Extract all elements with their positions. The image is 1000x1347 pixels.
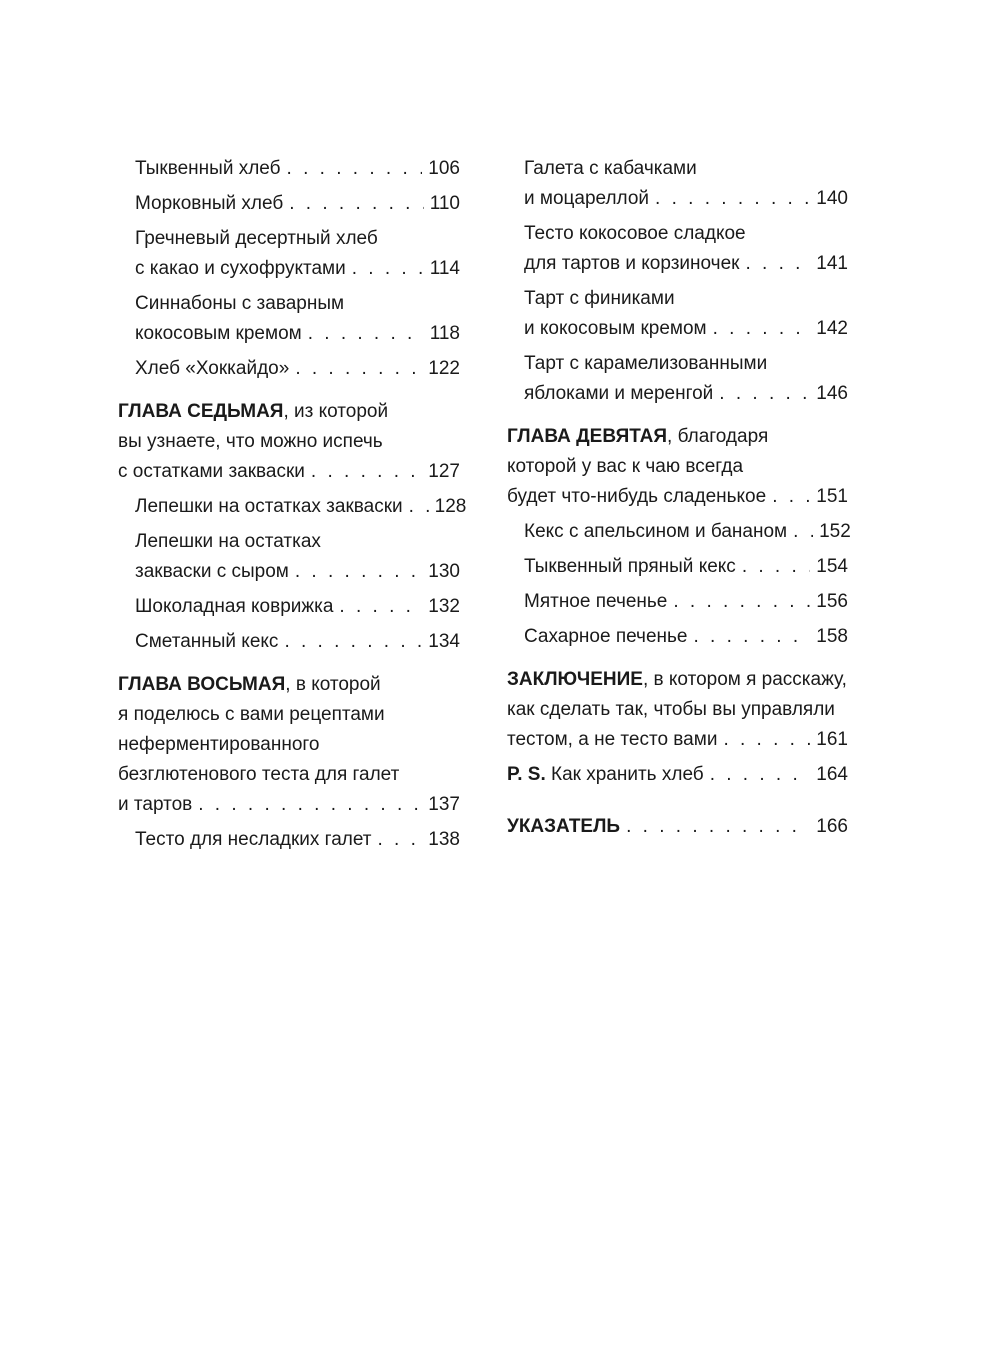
entry-title-text: и кокосовым кремом xyxy=(524,318,707,339)
toc-entry-sub[interactable] xyxy=(507,284,848,344)
toc-entry-single[interactable] xyxy=(507,760,848,790)
dot-leader xyxy=(409,492,429,522)
entry-last-line xyxy=(507,812,848,842)
dot-leader xyxy=(626,812,810,842)
entry-title-text: для тартов и корзиночек xyxy=(524,253,740,274)
entry-last-line xyxy=(135,492,467,522)
entry-text-line: безглютенового теста для галет xyxy=(118,764,400,785)
entry-last-line xyxy=(135,319,460,349)
entry-title-text: с остатками закваски xyxy=(118,461,305,482)
entry-last-line xyxy=(507,725,848,755)
page-number: 151 xyxy=(816,486,848,507)
entry-last-line xyxy=(135,557,460,587)
chapter-title-rest: , благодаря xyxy=(667,426,769,447)
entry-text-line: Галета с кабачками xyxy=(524,158,697,179)
entry-last-line xyxy=(507,760,848,790)
toc-entry-sub[interactable] xyxy=(118,492,467,522)
dot-leader xyxy=(723,725,810,755)
page-number: 122 xyxy=(428,358,460,379)
entry-title-text: Мятное печенье xyxy=(524,591,668,612)
page-number: 127 xyxy=(428,461,460,482)
toc-entry-chapter[interactable] xyxy=(507,665,848,755)
entry-last-line xyxy=(135,189,460,219)
page-number: 161 xyxy=(816,729,848,750)
section-title: P. S. xyxy=(507,764,546,785)
toc-entry-sub[interactable] xyxy=(507,587,848,617)
toc-entry-sub[interactable] xyxy=(118,527,460,587)
toc-entry-sub[interactable] xyxy=(507,349,848,409)
entry-title-text: Морковный хлеб xyxy=(135,193,284,214)
page-number: 140 xyxy=(816,188,848,209)
dot-leader xyxy=(793,517,813,547)
page-number: 154 xyxy=(816,556,848,577)
page-number: 118 xyxy=(429,323,460,344)
toc-entry-chapter[interactable] xyxy=(507,422,848,512)
entry-last-line xyxy=(135,354,460,384)
entry-title-text: и тартов xyxy=(118,794,193,815)
entry-last-line xyxy=(524,517,851,547)
entry-title-text: будет что-нибудь сладенькое xyxy=(507,486,767,507)
entry-title-text: яблоками и меренгой xyxy=(524,383,714,404)
page-number: 166 xyxy=(816,816,848,837)
entry-title-text: Тыквенный пряный кекс xyxy=(524,556,736,577)
toc-entry-sub[interactable] xyxy=(507,622,848,652)
toc-right-column xyxy=(507,154,851,864)
page-number: 146 xyxy=(816,383,848,404)
entry-title-text: с какао и сухофруктами xyxy=(135,258,346,279)
entry-last-line xyxy=(524,184,848,214)
toc-entry-chapter[interactable] xyxy=(118,397,460,487)
chapter-title: ГЛАВА ВОСЬМАЯ xyxy=(118,674,286,695)
entry-title-text: Тесто для несладких галет xyxy=(135,829,372,850)
toc-entry-sub[interactable] xyxy=(118,289,460,349)
chapter-heading-line xyxy=(118,397,460,427)
dot-leader xyxy=(352,254,424,284)
entry-last-line xyxy=(524,379,848,409)
entry-last-line xyxy=(524,249,848,279)
entry-last-line xyxy=(524,314,848,344)
page-number: 130 xyxy=(428,561,460,582)
dot-leader xyxy=(284,627,422,657)
toc-entry-sub[interactable] xyxy=(118,627,460,657)
page-number: 164 xyxy=(816,764,848,785)
dot-leader xyxy=(745,249,810,279)
entry-text-line: неферментированного xyxy=(118,734,320,755)
chapter-title-rest: , в котором я расскажу, xyxy=(642,669,847,690)
page-number: 156 xyxy=(816,591,848,612)
chapter-title: ГЛАВА ДЕВЯТАЯ xyxy=(507,426,668,447)
chapter-title-rest: , в которой xyxy=(285,674,381,695)
page-number: 138 xyxy=(428,829,460,850)
entry-text-line: как сделать так, чтобы вы управляли xyxy=(507,699,835,720)
entry-last-line xyxy=(118,790,460,820)
dot-leader xyxy=(308,319,424,349)
entry-title-text: Сахарное печенье xyxy=(524,626,688,647)
dot-leader xyxy=(713,314,811,344)
dot-leader xyxy=(287,154,423,184)
toc-entry-single[interactable] xyxy=(507,812,848,842)
entry-title-text: Лепешки на остатках закваски xyxy=(135,496,403,517)
chapter-heading-line xyxy=(507,665,848,695)
dot-leader xyxy=(772,482,810,512)
dot-leader xyxy=(339,592,422,622)
dot-leader xyxy=(655,184,810,214)
dot-leader xyxy=(311,457,422,487)
entry-text-line: Лепешки на остатках xyxy=(135,531,321,552)
entry-text-line: я поделюсь с вами рецептами xyxy=(118,704,385,725)
page-number: 128 xyxy=(434,496,467,517)
entry-text-line: Тарт с финиками xyxy=(524,288,675,309)
chapter-title-rest: , из которой xyxy=(283,401,389,422)
entry-text-line: Гречневый десертный хлеб xyxy=(135,228,378,249)
section-title: УКАЗАТЕЛЬ xyxy=(507,816,621,837)
entry-title-text: Кекс с апельсином и бананом xyxy=(524,521,788,542)
entry-title-text xyxy=(507,812,620,842)
entry-title-text: Шоколадная коврижка xyxy=(135,596,334,617)
entry-title-text: тестом, а не тесто вами xyxy=(507,729,718,750)
section-title-rest: Как хранить хлеб xyxy=(545,764,704,785)
page-number: 106 xyxy=(428,158,460,179)
entry-last-line xyxy=(524,622,848,652)
dot-leader xyxy=(693,622,810,652)
entry-title-text: кокосовым кремом xyxy=(135,323,302,344)
dot-leader xyxy=(742,552,810,582)
toc-entry-sub[interactable] xyxy=(118,354,460,384)
entry-last-line xyxy=(135,254,460,284)
page-number: 141 xyxy=(816,253,848,274)
entry-last-line xyxy=(118,457,460,487)
entry-last-line xyxy=(135,627,460,657)
toc-left-column xyxy=(118,154,467,860)
entry-title-text xyxy=(507,760,704,790)
dot-leader xyxy=(295,557,422,587)
toc-entry-sub[interactable] xyxy=(507,552,848,582)
entry-title-text: и моцареллой xyxy=(524,188,650,209)
toc-entry-sub[interactable] xyxy=(118,592,460,622)
dot-leader xyxy=(198,790,422,820)
entry-title-text: Сметанный кекс xyxy=(135,631,279,652)
chapter-heading-line xyxy=(507,422,848,452)
page-number: 158 xyxy=(816,626,848,647)
page-number: 152 xyxy=(819,521,851,542)
entry-last-line xyxy=(135,825,460,855)
toc-entry-sub[interactable] xyxy=(507,219,848,279)
dot-leader xyxy=(710,760,811,790)
dot-leader xyxy=(378,825,423,855)
dot-leader xyxy=(719,379,810,409)
page-number: 114 xyxy=(429,258,460,279)
page-number: 134 xyxy=(428,631,460,652)
entry-last-line xyxy=(135,592,460,622)
entry-title-text: закваски с сыром xyxy=(135,561,289,582)
toc-entry-sub[interactable] xyxy=(118,154,460,184)
entry-title-text: Хлеб «Хоккайдо» xyxy=(135,358,290,379)
toc-entry-sub[interactable] xyxy=(118,224,460,284)
entry-last-line xyxy=(524,552,848,582)
page-number: 132 xyxy=(428,596,460,617)
entry-last-line xyxy=(135,154,460,184)
entry-last-line xyxy=(524,587,848,617)
entry-text-line: Тарт с карамелизованными xyxy=(524,353,768,374)
toc-entry-sub[interactable] xyxy=(507,517,851,547)
chapter-title: ГЛАВА СЕДЬМАЯ xyxy=(118,401,284,422)
entry-text-line: Синнабоны с заварным xyxy=(135,293,345,314)
toc-entry-sub[interactable] xyxy=(118,189,460,219)
page-number: 142 xyxy=(816,318,848,339)
dot-leader xyxy=(295,354,422,384)
entry-text-line: Тесто кокосовое сладкое xyxy=(524,223,746,244)
page-number: 110 xyxy=(429,193,460,214)
dot-leader xyxy=(289,189,423,219)
dot-leader xyxy=(673,587,810,617)
chapter-heading-line xyxy=(118,670,460,700)
toc-entry-sub[interactable] xyxy=(118,825,460,855)
page-number: 137 xyxy=(428,794,460,815)
entry-text-line: вы узнаете, что можно испечь xyxy=(118,431,383,452)
toc-entry-chapter[interactable] xyxy=(118,670,460,820)
entry-title-text: Тыквенный хлеб xyxy=(135,158,281,179)
chapter-title: ЗАКЛЮЧЕНИЕ xyxy=(507,669,643,690)
toc-entry-sub[interactable] xyxy=(507,154,848,214)
entry-last-line xyxy=(507,482,848,512)
entry-text-line: которой у вас к чаю всегда xyxy=(507,456,744,477)
